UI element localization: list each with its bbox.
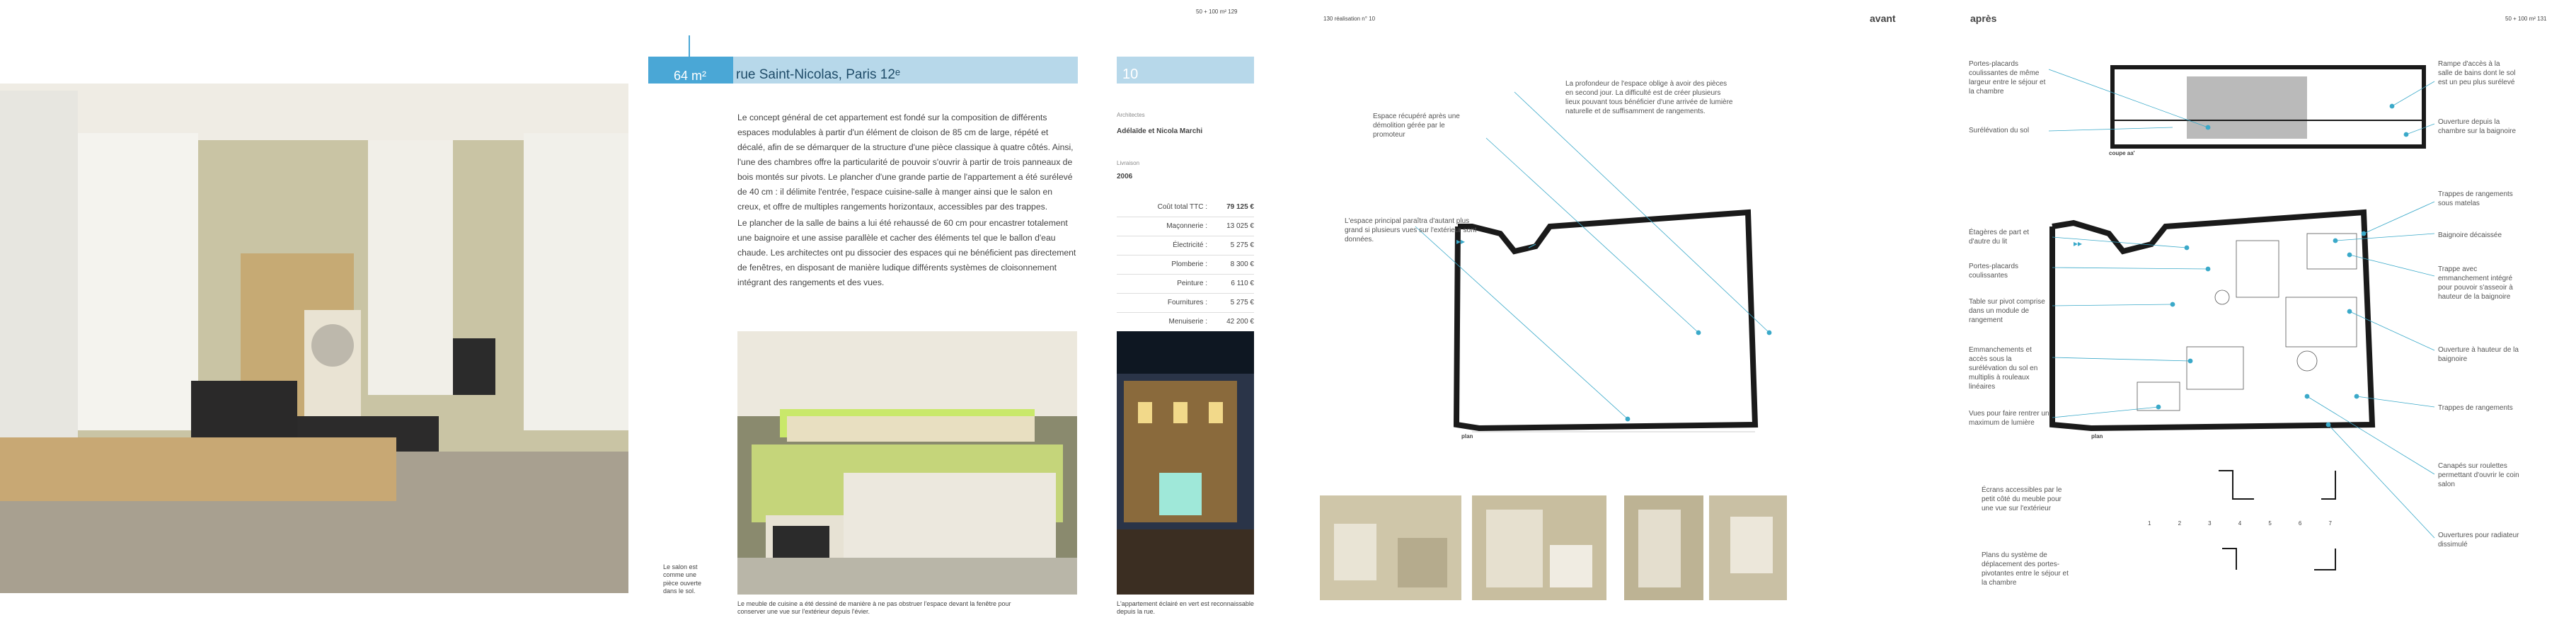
body-paragraph-2: Le plancher de la salle de bains a lui été rehaussé de 60 cm pour encastrer totalement une baignoire et une assise parallèle et cacher des éléments tel que le ballon d'eau chaude. Les architectes ont pu dissocier des espaces qui ne bénéficient pas directement de fenêtres, en disposant de manière ludique différents systèmes de cloisonnement intégrant des rangements et des vues. (737, 217, 1076, 287)
cost-label: Menuiserie : (1168, 318, 1207, 326)
cost-label: Électricité : (1173, 241, 1207, 249)
project-number: 10 (1122, 67, 1139, 82)
pivot-number: 4 (2238, 520, 2242, 527)
apres-drawings (1302, 0, 2576, 637)
kitchen-photo (737, 331, 1077, 595)
body-text (737, 110, 1077, 290)
pivot-number: 5 (2268, 520, 2272, 527)
callout-avant: L'espace principal paraîtra d'autant plus grand si plusieurs vues sur l'extérieur sont données. (1345, 217, 1477, 243)
callout-apres-left: Emmanchements et accès sous la surélévation du sol en multiplis à rouleaux linéaires (1969, 346, 2038, 391)
callout-apres-left: Portes-placards coulissantes (1969, 263, 2019, 280)
callout-apres-left: Écrans accessibles par le petit côté du meuble pour une vue sur l'extérieur (1982, 486, 2062, 512)
cost-label: Peinture : (1177, 280, 1207, 287)
pivot-number: 1 (2148, 520, 2151, 527)
cost-value: 13 025 € (1226, 222, 1254, 230)
cost-value: 6 110 € (1231, 280, 1254, 287)
cost-row (1117, 217, 1254, 236)
callout-apres-right: Ouverture à hauteur de la baignoire (2438, 346, 2519, 363)
callout-apres-left: Surélévation du sol (1969, 127, 2030, 134)
living-room-photo (0, 84, 628, 593)
callout-apres-left: Vues pour faire rentrer un maximum de lumière (1969, 410, 2049, 427)
architects-label: Architectes (1117, 112, 1145, 118)
callout-avant: La profondeur de l'espace oblige à avoir des pièces en second jour. La difficulté est de créer plusieurs lieux pouvant tous bénéficier d'une arrivée de lumière naturelle et de suffisamment de rangements. (1565, 80, 1733, 115)
folio-right-page-2: 50 + 100 m² 131 (2505, 16, 2547, 22)
pivot-number: 7 (2328, 520, 2332, 527)
street-night-photo (1117, 331, 1254, 595)
cost-row (1117, 275, 1254, 294)
cost-value: 42 200 € (1226, 318, 1254, 326)
callout-apres-right: Canapés sur roulettes permettant d'ouvrir le coin salon (2438, 462, 2519, 488)
cost-label: Fournitures : (1167, 299, 1207, 306)
pivot-number: 6 (2298, 520, 2302, 527)
callout-apres-right: Trappes de rangements (2438, 404, 2513, 412)
plan-label-apres: plan (2091, 433, 2103, 440)
callout-apres-right: Baignoire décaissée (2438, 231, 2502, 239)
cost-label: Maçonnerie : (1166, 222, 1207, 230)
cost-value: 5 275 € (1230, 241, 1254, 249)
svg-text:▸▸: ▸▸ (1456, 236, 1466, 246)
cost-value: 79 125 € (1226, 203, 1254, 211)
cost-row (1117, 198, 1254, 217)
livraison-year: 2006 (1117, 173, 1133, 180)
callout-apres-right: Trappes de rangements sous matelas (2438, 190, 2513, 207)
coupe-label: coupe aa' (2109, 150, 2135, 156)
cost-row (1117, 313, 1254, 332)
header-tick (689, 35, 690, 57)
callout-apres-right: Ouverture depuis la chambre sur la baignoire (2438, 118, 2517, 135)
cost-row (1117, 294, 1254, 313)
callout-apres-right: Trappe avec emmanchement intégré pour pouvoir s'asseoir à hauteur de la baignoire (2438, 265, 2513, 301)
cost-table (1117, 198, 1254, 332)
pivot-number: 3 (2208, 520, 2212, 527)
spread-2 (1302, 0, 2576, 637)
body-paragraph-1: Le concept général de cet appartement est fondé sur la composition de différents espaces modulables à partir d'un élément de cloison de 85 cm de large, répété et décalé, afin de se démarquer de la structure d'une pièce classique à quatre côtés. Ainsi, l'une des chambres offre la particularité de pouvoir s'ouvrir à partir de trois panneaux de bois montés sur pivots. Le plancher d'une grande partie de l'appartement a été surélevé de 40 cm : il délimite l'entrée, l'espace cuisine-salle à manger ainsi que le salon en creux, et offre de multiples rangements horizontaux, accessibles par des trappes. (737, 113, 1074, 212)
label-apres: après (1970, 13, 1997, 24)
callout-apres-left: Plans du système de déplacement des portes-pivotantes entre le séjour et la chambre (1982, 551, 2069, 587)
cost-value: 8 300 € (1230, 260, 1254, 268)
livraison-label: Livraison (1117, 160, 1140, 166)
cost-row (1117, 236, 1254, 256)
callout-apres-right: Ouvertures pour radiateur dissimulé (2438, 532, 2519, 549)
pivot-number: 2 (2178, 520, 2182, 527)
cost-value: 5 275 € (1230, 299, 1254, 306)
folio-right-page: 50 + 100 m² 129 (1196, 8, 1238, 15)
svg-text:▸▸: ▸▸ (2074, 239, 2083, 248)
area-label: 64 m² (674, 69, 707, 83)
pivot-number-row (2148, 520, 2332, 527)
callout-apres-left: Portes-placards coulissantes de même largeur entre le séjour et la chambre (1969, 60, 2046, 96)
architects-name: Adélaïde et Nicola Marchi (1117, 127, 1203, 135)
callout-apres-left: Étagères de part et d'autre du lit (1969, 229, 2030, 246)
cost-row (1117, 256, 1254, 275)
caption-night: L'appartement éclairé en vert est reconnaissable depuis la rue. (1117, 600, 1254, 616)
callout-avant: Espace récupéré après une démolition gérée par le promoteur (1373, 113, 1460, 139)
spread-1 (0, 0, 1274, 637)
caption-kitchen: Le meuble de cuisine a été dessiné de manière à ne pas obstruer l'espace devant la fenêtre pour conserver une vue sur l'extérieur depuis l'évier. (737, 600, 1011, 616)
folio-left-page: 130 réalisation n° 10 (1323, 16, 1376, 22)
plan-label-avant: plan (1461, 433, 1473, 440)
callout-apres-left: Table sur pivot comprise dans un module de rangement (1969, 298, 2045, 324)
project-address: rue Saint-Nicolas, Paris 12ᵉ (736, 67, 900, 82)
cost-label: Plomberie : (1171, 260, 1207, 268)
callout-apres-right: Rampe d'accès à la salle de bains dont le sol est un peu plus surélevé (2438, 60, 2516, 86)
label-avant: avant (1870, 13, 1896, 24)
cost-label: Coût total TTC : (1157, 203, 1207, 211)
caption-living-room: Le salon est comme une pièce ouverte dans le sol. (663, 563, 702, 595)
